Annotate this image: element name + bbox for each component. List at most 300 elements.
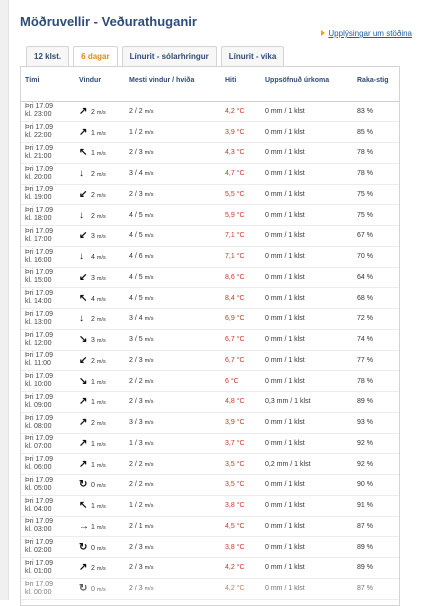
temperature-cell <box>221 143 261 164</box>
wind-speed: 2 <box>91 171 95 179</box>
max-wind-gust-value: 3 / 4 <box>129 170 143 178</box>
gust-unit: m/s <box>144 108 154 115</box>
temperature-cell <box>221 205 261 226</box>
temperature-unit: °C <box>236 522 245 530</box>
table-row <box>21 475 400 496</box>
wind-speed: 1 <box>91 150 95 158</box>
wind-speed: 3 <box>91 233 95 241</box>
gust-unit: m/s <box>144 357 154 364</box>
wind-direction-icon: ↗ <box>79 458 88 470</box>
temperature-unit: °C <box>236 356 245 364</box>
wind-direction-icon: ↗ <box>79 396 88 408</box>
max-wind-gust-value: 2 / 3 <box>129 190 143 198</box>
temperature-value: 7,1 <box>225 253 235 261</box>
time-cell <box>21 475 75 496</box>
gust-unit: m/s <box>144 440 154 447</box>
max-wind-gust-cell <box>125 163 221 184</box>
temperature-value: 5,9 <box>225 211 235 219</box>
precipitation-cell: 0 mm / 1 klst <box>261 495 353 516</box>
tab-chart-day[interactable]: Línurit - sólarhringur <box>122 46 217 66</box>
wind-direction-icon: ↘ <box>79 375 88 387</box>
header-temperature: Hiti <box>221 67 261 101</box>
temperature-cell <box>221 537 261 558</box>
wind-unit: m/s <box>96 587 106 594</box>
humidity-cell: 67 % <box>353 226 400 247</box>
temperature-value: 7,1 <box>225 232 235 240</box>
station-info-link[interactable] <box>321 29 412 38</box>
table-header-row <box>21 67 400 101</box>
wind-speed: 2 <box>91 191 95 199</box>
max-wind-gust-value: 4 / 5 <box>129 232 143 240</box>
precipitation-cell: 0 mm / 1 klst <box>261 558 353 579</box>
temperature-value: 3,9 <box>225 128 235 136</box>
wind-unit: m/s <box>96 441 106 448</box>
wind-unit: m/s <box>96 234 106 241</box>
precipitation-cell: 0 mm / 1 klst <box>261 350 353 371</box>
temperature-cell <box>221 516 261 537</box>
temperature-cell <box>221 392 261 413</box>
table-row <box>21 267 400 288</box>
wind-cell <box>75 454 125 475</box>
wind-unit: m/s <box>96 545 106 552</box>
precipitation-cell: 0 mm / 1 klst <box>261 309 353 330</box>
max-wind-gust-value: 3 / 5 <box>129 336 143 344</box>
precipitation-cell: 0 mm / 1 klst <box>261 226 353 247</box>
wind-cell <box>75 433 125 454</box>
humidity-cell: 78 % <box>353 371 400 392</box>
max-wind-gust-value: 2 / 3 <box>129 398 143 406</box>
time-cell <box>21 371 75 392</box>
max-wind-gust-cell <box>125 433 221 454</box>
temperature-unit: °C <box>236 232 245 240</box>
gust-unit: m/s <box>144 212 154 219</box>
humidity-cell: 87 % <box>353 578 400 599</box>
max-wind-gust-value: 2 / 3 <box>129 356 143 364</box>
temperature-value: 6 <box>225 377 229 385</box>
hour-text: kl. 11:00 <box>25 360 51 368</box>
wind-direction-icon: → <box>79 520 89 532</box>
wind-unit: m/s <box>96 317 106 324</box>
wind-direction-icon: ↖ <box>79 147 88 159</box>
hour-text: kl. 02:00 <box>25 547 52 555</box>
temperature-unit: °C <box>236 253 245 261</box>
date-text: Þri 17.09 <box>25 456 54 464</box>
wind-cell <box>75 350 125 371</box>
gust-unit: m/s <box>144 254 154 261</box>
temperature-unit: °C <box>236 585 245 593</box>
time-cell <box>21 516 75 537</box>
temperature-value: 3,5 <box>225 481 235 489</box>
temperature-unit: °C <box>236 543 245 551</box>
max-wind-gust-cell <box>125 350 221 371</box>
wind-unit: m/s <box>96 192 106 199</box>
table-row <box>21 495 400 516</box>
temperature-unit: °C <box>236 294 245 302</box>
wind-speed: 0 <box>91 544 95 552</box>
wind-unit: m/s <box>96 130 106 137</box>
table-row <box>21 184 400 205</box>
temperature-cell <box>221 184 261 205</box>
wind-cell <box>75 371 125 392</box>
date-text: Þri 17.09 <box>25 373 54 381</box>
temperature-value: 6,7 <box>225 336 235 344</box>
time-cell <box>21 122 75 143</box>
max-wind-gust-cell <box>125 537 221 558</box>
hour-text: kl. 22:00 <box>25 132 52 140</box>
temperature-unit: °C <box>236 315 245 323</box>
wind-direction-icon: ↓ <box>79 209 84 221</box>
max-wind-gust-cell <box>125 495 221 516</box>
hour-text: kl. 18:00 <box>25 215 52 223</box>
hour-text: kl. 21:00 <box>25 152 52 160</box>
wind-speed: 1 <box>91 523 95 531</box>
tab-chart-week[interactable]: Línurit - vika <box>221 46 285 66</box>
temperature-cell <box>221 350 261 371</box>
wind-cell <box>75 537 125 558</box>
temperature-value: 4,5 <box>225 522 235 530</box>
max-wind-gust-cell <box>125 184 221 205</box>
table-row <box>21 412 400 433</box>
wind-unit: m/s <box>96 172 106 179</box>
hour-text: kl. 09:00 <box>25 401 52 409</box>
humidity-cell: 78 % <box>353 143 400 164</box>
table-row <box>21 329 400 350</box>
max-wind-gust-cell <box>125 101 221 122</box>
temperature-value: 4,7 <box>225 170 235 178</box>
date-text: Þri 17.09 <box>25 352 54 360</box>
header-wind: Vindur <box>75 67 125 101</box>
temperature-unit: °C <box>236 398 245 406</box>
wind-unit: m/s <box>96 338 106 345</box>
table-row <box>21 309 400 330</box>
time-cell <box>21 163 75 184</box>
time-cell <box>21 226 75 247</box>
wind-unit: m/s <box>96 109 106 116</box>
precipitation-cell: 0 mm / 1 klst <box>261 246 353 267</box>
temperature-cell <box>221 246 261 267</box>
temperature-cell <box>221 412 261 433</box>
temperature-value: 4,2 <box>225 107 235 115</box>
wind-direction-icon: ↓ <box>79 251 84 263</box>
temperature-cell <box>221 495 261 516</box>
gust-unit: m/s <box>144 274 154 281</box>
header-humidity: Raka-stig <box>353 67 400 101</box>
date-text: Þri 17.09 <box>25 269 54 277</box>
gust-unit: m/s <box>144 191 154 198</box>
wind-unit: m/s <box>96 213 106 220</box>
wind-unit: m/s <box>96 400 106 407</box>
triangle-bullet-icon <box>321 30 325 36</box>
wind-cell <box>75 267 125 288</box>
humidity-cell: 89 % <box>353 558 400 579</box>
wind-direction-icon: ↗ <box>79 126 88 138</box>
gust-unit: m/s <box>144 586 154 593</box>
wind-direction-icon: ↗ <box>79 417 88 429</box>
date-text: Þri 17.09 <box>25 435 54 443</box>
date-text: Þri 17.09 <box>25 207 54 215</box>
gust-unit: m/s <box>144 337 154 344</box>
max-wind-gust-cell <box>125 122 221 143</box>
wind-unit: m/s <box>96 483 106 490</box>
temperature-cell <box>221 226 261 247</box>
max-wind-gust-value: 1 / 3 <box>129 439 143 447</box>
max-wind-gust-value: 2 / 2 <box>129 481 143 489</box>
wind-unit: m/s <box>96 275 106 282</box>
temperature-cell <box>221 309 261 330</box>
table-row <box>21 226 400 247</box>
temperature-unit: °C <box>236 273 245 281</box>
humidity-cell: 83 % <box>353 101 400 122</box>
tab-12-hours[interactable]: 12 klst. <box>26 46 69 66</box>
hour-text: kl. 07:00 <box>25 443 52 451</box>
temperature-unit: °C <box>236 190 245 198</box>
gust-unit: m/s <box>144 316 154 323</box>
wind-speed: 2 <box>91 316 95 324</box>
wind-direction-icon: ↗ <box>79 562 88 574</box>
max-wind-gust-cell <box>125 558 221 579</box>
hour-text: kl. 12:00 <box>25 339 52 347</box>
temperature-unit: °C <box>236 481 245 489</box>
hour-text: kl. 06:00 <box>25 464 52 472</box>
hour-text: kl. 16:00 <box>25 256 52 264</box>
temperature-unit: °C <box>236 460 245 468</box>
humidity-cell: 89 % <box>353 392 400 413</box>
hour-text: kl. 13:00 <box>25 318 52 326</box>
table-row <box>21 558 400 579</box>
max-wind-gust-cell <box>125 246 221 267</box>
wind-direction-icon: ↙ <box>79 271 88 283</box>
temperature-unit: °C <box>236 107 245 115</box>
wind-direction-icon: ↙ <box>79 354 88 366</box>
temperature-value: 4,8 <box>225 398 235 406</box>
wind-cell <box>75 495 125 516</box>
observations-table <box>21 67 400 600</box>
date-text: Þri 17.09 <box>25 580 54 588</box>
time-cell <box>21 558 75 579</box>
table-row <box>21 246 400 267</box>
temperature-unit: °C <box>236 564 245 572</box>
tab-bar <box>26 46 288 66</box>
wind-unit: m/s <box>96 566 106 573</box>
hour-text: kl. 00:00 <box>25 588 52 596</box>
max-wind-gust-value: 1 / 2 <box>129 502 143 510</box>
humidity-cell: 92 % <box>353 454 400 475</box>
precipitation-cell: 0 mm / 1 klst <box>261 516 353 537</box>
hour-text: kl. 20:00 <box>25 173 52 181</box>
wind-direction-icon: ↖ <box>79 500 88 512</box>
temperature-cell <box>221 329 261 350</box>
wind-cell <box>75 329 125 350</box>
gust-unit: m/s <box>144 150 154 157</box>
max-wind-gust-cell <box>125 516 221 537</box>
temperature-value: 3,7 <box>225 439 235 447</box>
time-cell <box>21 433 75 454</box>
wind-cell <box>75 163 125 184</box>
gust-unit: m/s <box>144 233 154 240</box>
date-text: Þri 17.09 <box>25 144 54 152</box>
precipitation-cell: 0 mm / 1 klst <box>261 433 353 454</box>
wind-speed: 3 <box>91 337 95 345</box>
wind-cell <box>75 205 125 226</box>
table-row <box>21 454 400 475</box>
table-row <box>21 537 400 558</box>
wind-direction-icon: ↘ <box>79 334 88 346</box>
wind-speed: 3 <box>91 274 95 282</box>
left-sidebar-edge <box>0 0 9 600</box>
max-wind-gust-cell <box>125 143 221 164</box>
hour-text: kl. 19:00 <box>25 194 52 202</box>
date-text: Þri 17.09 <box>25 497 54 505</box>
date-text: Þri 17.09 <box>25 186 54 194</box>
humidity-cell: 74 % <box>353 329 400 350</box>
temperature-unit: °C <box>236 128 245 136</box>
table-row <box>21 350 400 371</box>
humidity-cell: 72 % <box>353 309 400 330</box>
precipitation-cell: 0 mm / 1 klst <box>261 329 353 350</box>
wind-unit: m/s <box>96 379 106 386</box>
wind-cell <box>75 309 125 330</box>
wind-cell <box>75 412 125 433</box>
precipitation-cell: 0 mm / 1 klst <box>261 578 353 599</box>
max-wind-gust-cell <box>125 226 221 247</box>
wind-speed: 0 <box>91 482 95 490</box>
date-text: Þri 17.09 <box>25 414 54 422</box>
hour-text: kl. 17:00 <box>25 235 52 243</box>
time-cell <box>21 184 75 205</box>
date-text: Þri 17.09 <box>25 310 54 318</box>
temperature-cell <box>221 433 261 454</box>
precipitation-cell: 0 mm / 1 klst <box>261 101 353 122</box>
wind-speed: 1 <box>91 440 95 448</box>
precipitation-cell: 0 mm / 1 klst <box>261 205 353 226</box>
wind-unit: m/s <box>96 524 106 531</box>
humidity-cell: 78 % <box>353 163 400 184</box>
max-wind-gust-cell <box>125 392 221 413</box>
max-wind-gust-value: 4 / 5 <box>129 294 143 302</box>
wind-direction-icon: ↗ <box>79 437 88 449</box>
wind-cell <box>75 101 125 122</box>
wind-direction-icon: ↻ <box>79 541 88 553</box>
time-cell <box>21 267 75 288</box>
gust-unit: m/s <box>144 295 154 302</box>
date-text: Þri 17.09 <box>25 539 54 547</box>
temperature-value: 4,2 <box>225 585 235 593</box>
precipitation-cell: 0 mm / 1 klst <box>261 143 353 164</box>
humidity-cell: 75 % <box>353 205 400 226</box>
table-row <box>21 433 400 454</box>
gust-unit: m/s <box>144 503 154 510</box>
gust-unit: m/s <box>144 399 154 406</box>
temperature-cell <box>221 267 261 288</box>
temperature-unit: °C <box>236 211 245 219</box>
hour-text: kl. 10:00 <box>25 381 52 389</box>
wind-direction-icon: ↗ <box>79 105 88 117</box>
temperature-unit: °C <box>236 149 245 157</box>
date-text: Þri 17.09 <box>25 103 54 111</box>
hour-text: kl. 14:00 <box>25 298 52 306</box>
precipitation-cell: 0 mm / 1 klst <box>261 288 353 309</box>
gust-unit: m/s <box>144 420 154 427</box>
wind-speed: 1 <box>91 129 95 137</box>
wind-cell <box>75 392 125 413</box>
wind-direction-icon: ↙ <box>79 188 88 200</box>
precipitation-cell: 0 mm / 1 klst <box>261 122 353 143</box>
date-text: Þri 17.09 <box>25 248 54 256</box>
date-text: Þri 17.09 <box>25 227 54 235</box>
wind-cell <box>75 226 125 247</box>
gust-unit: m/s <box>144 171 154 178</box>
temperature-value: 8,6 <box>225 273 235 281</box>
time-cell <box>21 205 75 226</box>
precipitation-cell: 0 mm / 1 klst <box>261 537 353 558</box>
max-wind-gust-value: 3 / 4 <box>129 315 143 323</box>
temperature-value: 6,7 <box>225 356 235 364</box>
date-text: Þri 17.09 <box>25 559 54 567</box>
time-cell <box>21 329 75 350</box>
wind-speed: 2 <box>91 420 95 428</box>
date-text: Þri 17.09 <box>25 393 54 401</box>
gust-unit: m/s <box>144 461 154 468</box>
temperature-cell <box>221 578 261 599</box>
gust-unit: m/s <box>144 378 154 385</box>
precipitation-cell: 0 mm / 1 klst <box>261 184 353 205</box>
humidity-cell: 91 % <box>353 495 400 516</box>
max-wind-gust-value: 4 / 6 <box>129 253 143 261</box>
wind-direction-icon: ↓ <box>79 313 84 325</box>
humidity-cell: 93 % <box>353 412 400 433</box>
temperature-cell <box>221 454 261 475</box>
table-row <box>21 516 400 537</box>
max-wind-gust-cell <box>125 475 221 496</box>
max-wind-gust-value: 2 / 1 <box>129 522 143 530</box>
header-time: Tími <box>21 67 75 101</box>
max-wind-gust-value: 3 / 3 <box>129 419 143 427</box>
wind-cell <box>75 246 125 267</box>
table-row <box>21 392 400 413</box>
temperature-value: 3,9 <box>225 419 235 427</box>
precipitation-cell: 0 mm / 1 klst <box>261 371 353 392</box>
wind-speed: 1 <box>91 399 95 407</box>
temperature-cell <box>221 475 261 496</box>
humidity-cell: 92 % <box>353 433 400 454</box>
humidity-cell: 68 % <box>353 288 400 309</box>
date-text: Þri 17.09 <box>25 518 54 526</box>
temperature-cell <box>221 558 261 579</box>
wind-unit: m/s <box>96 255 106 262</box>
table-body <box>21 101 400 599</box>
wind-cell <box>75 578 125 599</box>
wind-unit: m/s <box>96 358 106 365</box>
humidity-cell: 64 % <box>353 267 400 288</box>
precipitation-cell: 0 mm / 1 klst <box>261 267 353 288</box>
wind-speed: 2 <box>91 565 95 573</box>
temperature-value: 6,9 <box>225 315 235 323</box>
temperature-unit: °C <box>236 336 245 344</box>
humidity-cell: 90 % <box>353 475 400 496</box>
max-wind-gust-cell <box>125 309 221 330</box>
gust-unit: m/s <box>144 129 154 136</box>
temperature-cell <box>221 163 261 184</box>
table-row <box>21 101 400 122</box>
tab-6-days[interactable]: 6 dagar <box>73 46 117 67</box>
time-cell <box>21 412 75 433</box>
wind-speed: 2 <box>91 212 95 220</box>
hour-text: kl. 23:00 <box>25 111 52 119</box>
precipitation-cell: 0 mm / 1 klst <box>261 163 353 184</box>
hour-text: kl. 03:00 <box>25 526 52 534</box>
wind-direction-icon: ↖ <box>79 292 88 304</box>
temperature-cell <box>221 288 261 309</box>
